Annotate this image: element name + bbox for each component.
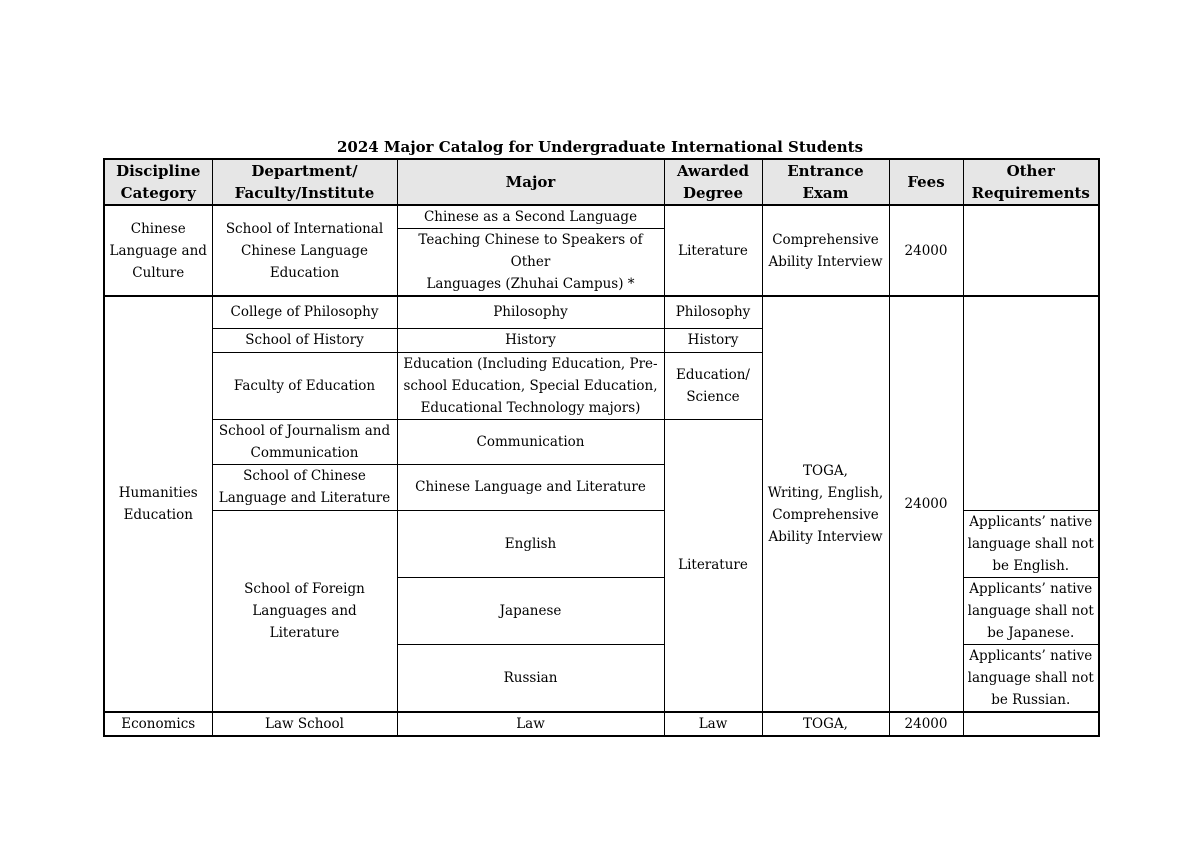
major-cell: Law <box>397 712 664 736</box>
department-cell: College of Philosophy <box>212 296 397 328</box>
department-cell: School of History <box>212 328 397 352</box>
degree-cell: Education/ Science <box>664 352 762 419</box>
header-awarded-degree: Awarded Degree <box>664 159 762 205</box>
table-header-row <box>104 159 1099 205</box>
department-cell: School of International Chinese Language Education <box>212 205 397 296</box>
other-requirements-cell: Applicants’ native language shall not be Japanese. <box>963 577 1099 644</box>
header-major: Major <box>397 159 664 205</box>
discipline-cell: Humanities Education <box>104 296 212 712</box>
major-cell: Teaching Chinese to Speakers of Other Languages (Zhuhai Campus) * <box>397 229 664 297</box>
degree-cell: Law <box>664 712 762 736</box>
other-requirements-cell <box>963 296 1099 510</box>
major-cell: Philosophy <box>397 296 664 328</box>
other-requirements-cell <box>963 712 1099 736</box>
department-cell: Faculty of Education <box>212 352 397 419</box>
other-requirements-cell: Applicants’ native language shall not be English. <box>963 510 1099 577</box>
major-cell: Communication <box>397 419 664 464</box>
department-cell: Law School <box>212 712 397 736</box>
department-cell: School of Foreign Languages and Literature <box>212 510 397 712</box>
major-cell: Chinese as a Second Language <box>397 205 664 229</box>
table-row <box>104 205 1099 229</box>
exam-cell: Comprehensive Ability Interview <box>762 205 889 296</box>
major-cell: Russian <box>397 644 664 712</box>
fees-cell: 24000 <box>889 205 963 296</box>
fees-cell: 24000 <box>889 296 963 712</box>
exam-cell: TOGA, <box>762 712 889 736</box>
department-cell: School of Journalism and Communication <box>212 419 397 464</box>
discipline-cell: Economics <box>104 712 212 736</box>
table-row <box>104 712 1099 736</box>
major-cell: Education (Including Education, Pre- school Education, Special Education, Educational Technology majors) <box>397 352 664 419</box>
header-other-requirements: Other Requirements <box>963 159 1099 205</box>
degree-cell: Literature <box>664 419 762 712</box>
department-cell: School of Chinese Language and Literature <box>212 464 397 510</box>
other-requirements-cell: Applicants’ native language shall not be Russian. <box>963 644 1099 712</box>
table-row <box>104 296 1099 328</box>
fees-cell: 24000 <box>889 712 963 736</box>
discipline-cell: Chinese Language and Culture <box>104 205 212 296</box>
major-cell: Japanese <box>397 577 664 644</box>
other-requirements-cell <box>963 205 1099 296</box>
major-cell: History <box>397 328 664 352</box>
page-title: 2024 Major Catalog for Undergraduate International Students <box>336 138 864 156</box>
major-cell: Chinese Language and Literature <box>397 464 664 510</box>
header-department: Department/ Faculty/Institute <box>212 159 397 205</box>
major-cell: English <box>397 510 664 577</box>
header-discipline-category: Discipline Category <box>104 159 212 205</box>
header-fees: Fees <box>889 159 963 205</box>
exam-cell: TOGA, Writing, English, Comprehensive Ability Interview <box>762 296 889 712</box>
degree-cell: Philosophy <box>664 296 762 328</box>
degree-cell: Literature <box>664 205 762 296</box>
degree-cell: History <box>664 328 762 352</box>
major-catalog-table <box>103 158 1100 737</box>
header-entrance-exam: Entrance Exam <box>762 159 889 205</box>
